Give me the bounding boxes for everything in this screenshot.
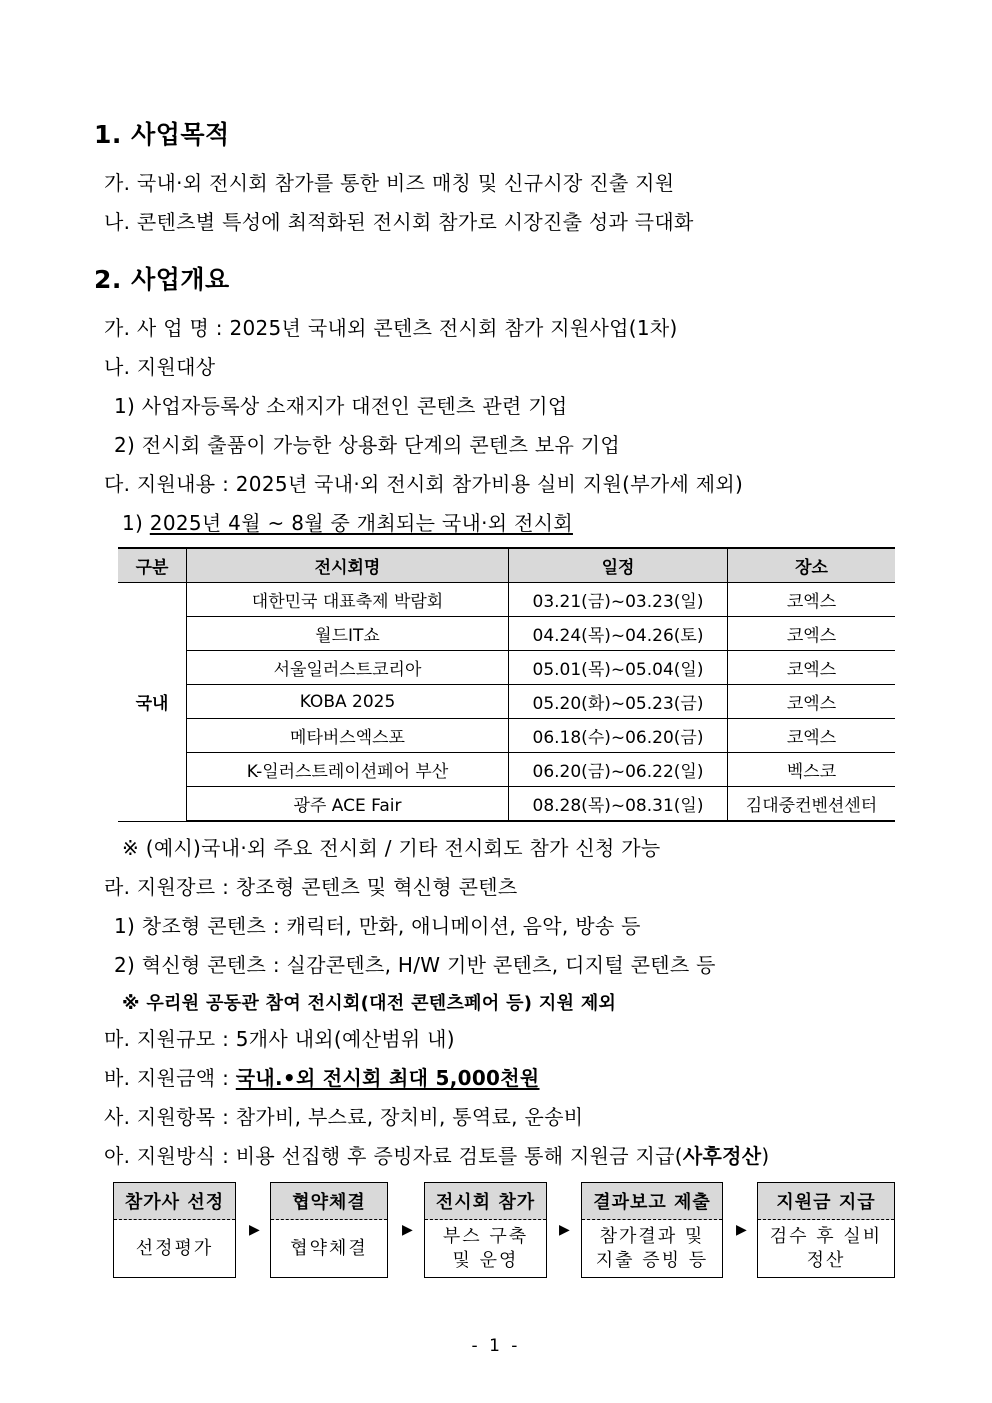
col-header-name: 전시회명 [187,548,509,583]
support-content: 다. 지원내용 : 2025년 국내·외 전시회 참가비용 실비 지원(부가세 제외) [104,472,744,496]
support-amount: 바. 지원금액 : 국내.•외 전시회 최대 5,000천원 [104,1066,540,1090]
project-name: 가. 사 업 명 : 2025년 국내외 콘텐츠 전시회 참가 지원사업(1차) [104,316,678,340]
table-row [118,617,895,651]
page-number: - 1 - [471,1336,521,1356]
support-scale: 마. 지원규모 : 5개사 내외(예산범위 내) [104,1027,455,1051]
section-2-title: 2. 사업개요 [94,265,230,294]
genre-item-2: 2) 혁신형 콘텐츠 : 실감콘텐츠, H/W 기반 콘텐츠, 디지털 콘텐츠 등 [114,953,716,977]
exhibition-venue: 코엑스 [728,685,896,719]
exhibition-name: 메타버스엑스포 [187,719,509,753]
exhibition-date: 08.28(목)~08.31(일) [509,787,728,822]
flow-step-2 [270,1182,388,1278]
exhibition-date: 03.21(금)~03.23(일) [509,583,728,617]
purpose-item-2: 나. 콘텐츠별 특성에 최적화된 전시회 참가로 시장진출 성과 극대화 [104,210,694,234]
table-row [118,787,895,822]
note-example: ※ (예시)국내·외 주요 전시회 / 기타 전시회도 참가 신청 가능 [122,836,661,860]
exhibition-name: K-일러스트레이션페어 부산 [187,753,509,787]
exhibition-name: 서울일러스트코리아 [187,651,509,685]
exhibition-venue: 코엑스 [728,617,896,651]
exhibition-name: KOBA 2025 [187,685,509,719]
arrow-right-icon: ▶ [249,1222,260,1238]
purpose-item-1: 가. 국내·외 전시회 참가를 통한 비즈 매칭 및 신규시장 진출 지원 [104,171,675,195]
support-content-sub: 1) 2025년 4월 ~ 8월 중 개최되는 국내·외 전시회 [122,511,573,535]
table-row [118,685,895,719]
flow-step-4 [581,1182,723,1278]
flow-step-body: 선정평가 [135,1238,214,1259]
section-1-title: 1. 사업목적 [94,120,230,149]
exhibition-venue: 김대중컨벤션센터 [728,787,896,822]
target-item-1: 1) 사업자등록상 소재지가 대전인 콘텐츠 관련 기업 [114,394,568,418]
flow-step-title: 지원금 지급 [758,1183,894,1220]
col-header-schedule: 일정 [509,548,728,583]
target-item-2: 2) 전시회 출품이 가능한 상용화 단계의 콘텐츠 보유 기업 [114,433,621,457]
support-method: 아. 지원방식 : 비용 선집행 후 증빙자료 검토를 통해 지원금 지급(사후정산) [104,1144,770,1168]
flow-step-title: 협약체결 [271,1183,387,1220]
flow-step-body: 참가결과 및 지출 증빙 등 [595,1226,709,1271]
exhibition-date: 04.24(목)~04.26(토) [509,617,728,651]
arrow-right-icon: ▶ [402,1222,413,1238]
support-items: 사. 지원항목 : 참가비, 부스료, 장치비, 통역료, 운송비 [104,1105,584,1129]
flow-step-body: 협약체결 [290,1238,368,1259]
flow-step-title: 전시회 참가 [425,1183,546,1220]
flow-step-body: 검수 후 실비 정산 [769,1226,883,1271]
col-header-category: 구분 [118,548,187,583]
note-exclusion: ※ 우리원 공동관 참여 전시회(대전 콘텐츠페어 등) 지원 제외 [122,993,617,1014]
flow-step-1 [113,1182,236,1278]
flow-step-title: 결과보고 제출 [582,1183,722,1220]
exhibition-name: 대한민국 대표축제 박람회 [187,583,509,617]
exhibition-date: 06.20(금)~06.22(일) [509,753,728,787]
arrow-right-icon: ▶ [559,1222,570,1238]
exhibition-table [118,547,895,822]
arrow-right-icon: ▶ [736,1222,747,1238]
genre-heading: 라. 지원장르 : 창조형 콘텐츠 및 혁신형 콘텐츠 [104,875,518,899]
category-cell: 국내 [118,583,187,822]
col-header-venue: 장소 [728,548,896,583]
exhibition-date: 06.18(수)~06.20(금) [509,719,728,753]
table-row [118,583,895,617]
flow-step-title: 참가사 선정 [114,1183,235,1220]
target-heading: 나. 지원대상 [104,355,216,379]
exhibition-name: 광주 ACE Fair [187,787,509,822]
exhibition-venue: 코엑스 [728,719,896,753]
exhibition-venue: 코엑스 [728,583,896,617]
exhibition-date: 05.20(화)~05.23(금) [509,685,728,719]
exhibition-name: 월드IT쇼 [187,617,509,651]
exhibition-venue: 벡스코 [728,753,896,787]
table-row [118,719,895,753]
flow-step-3 [424,1182,547,1278]
genre-item-1: 1) 창조형 콘텐츠 : 캐릭터, 만화, 애니메이션, 음악, 방송 등 [114,914,641,938]
exhibition-venue: 코엑스 [728,651,896,685]
exhibition-date: 05.01(목)~05.04(일) [509,651,728,685]
table-row [118,753,895,787]
flow-step-body: 부스 구축 및 운영 [442,1226,529,1271]
table-row [118,651,895,685]
flow-step-5 [757,1182,895,1278]
